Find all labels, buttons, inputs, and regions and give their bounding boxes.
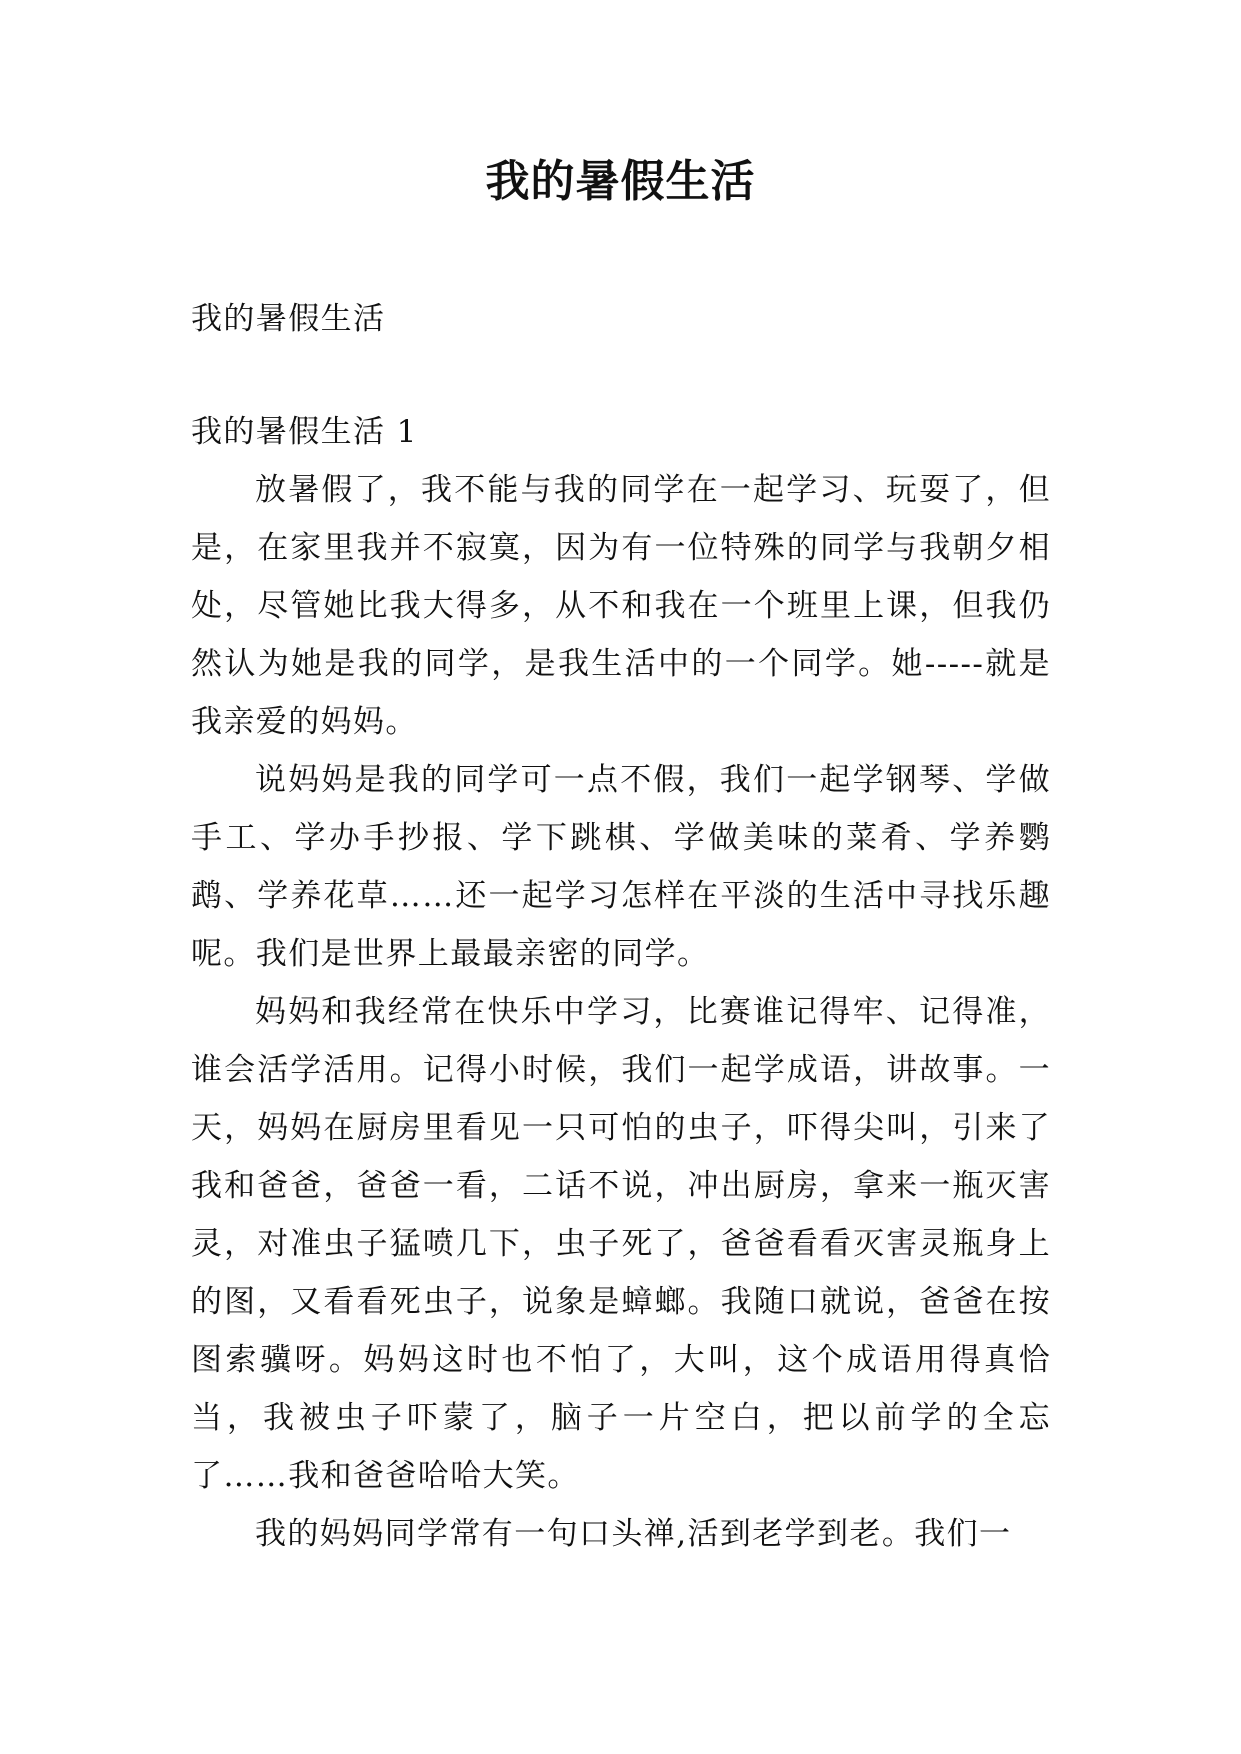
document-subtitle: 我的暑假生活 bbox=[191, 301, 386, 337]
paragraph: 妈妈和我经常在快乐中学习，比赛谁记得牢、记得准，谁会活学活用。记得小时候，我们一起学成语，讲故事。一天，妈妈在厨房里看见一只可怕的虫子，吓得尖叫，引来了我和爸爸，爸爸一看，二话不说，冲出厨房，拿来一瓶灭害灵，对准虫子猛喷几下，虫子死了，爸爸看看灭害灵瓶身上的图，又看看死虫子，说象是蟑螂。我随口就说，爸爸在按图索骥呀。妈妈这时也不怕了，大叫，这个成语用得真恰当，我被虫子吓蒙了，脑子一片空白，把以前学的全忘了……我和爸爸哈哈大笑。 bbox=[191, 994, 1051, 1494]
article-body bbox=[191, 461, 1051, 1563]
paragraph: 放暑假了，我不能与我的同学在一起学习、玩耍了，但是，在家里我并不寂寞，因为有一位特殊的同学与我朝夕相处，尽管她比我大得多，从不和我在一个班里上课，但我仍然认为她是我的同学，是我生活中的一个同学。她-----就是我亲爱的妈妈。 bbox=[191, 472, 1051, 740]
paragraph: 我的妈妈同学常有一句口头禅,活到老学到老。我们一 bbox=[255, 1516, 1012, 1552]
document-title: 我的暑假生活 bbox=[485, 156, 756, 207]
section-heading: 我的暑假生活 1 bbox=[191, 414, 418, 450]
paragraph: 说妈妈是我的同学可一点不假，我们一起学钢琴、学做手工、学办手抄报、学下跳棋、学做美味的菜肴、学养鹦鹉、学养花草……还一起学习怎样在平淡的生活中寻找乐趣呢。我们是世界上最最亲密的同学。 bbox=[191, 762, 1051, 972]
